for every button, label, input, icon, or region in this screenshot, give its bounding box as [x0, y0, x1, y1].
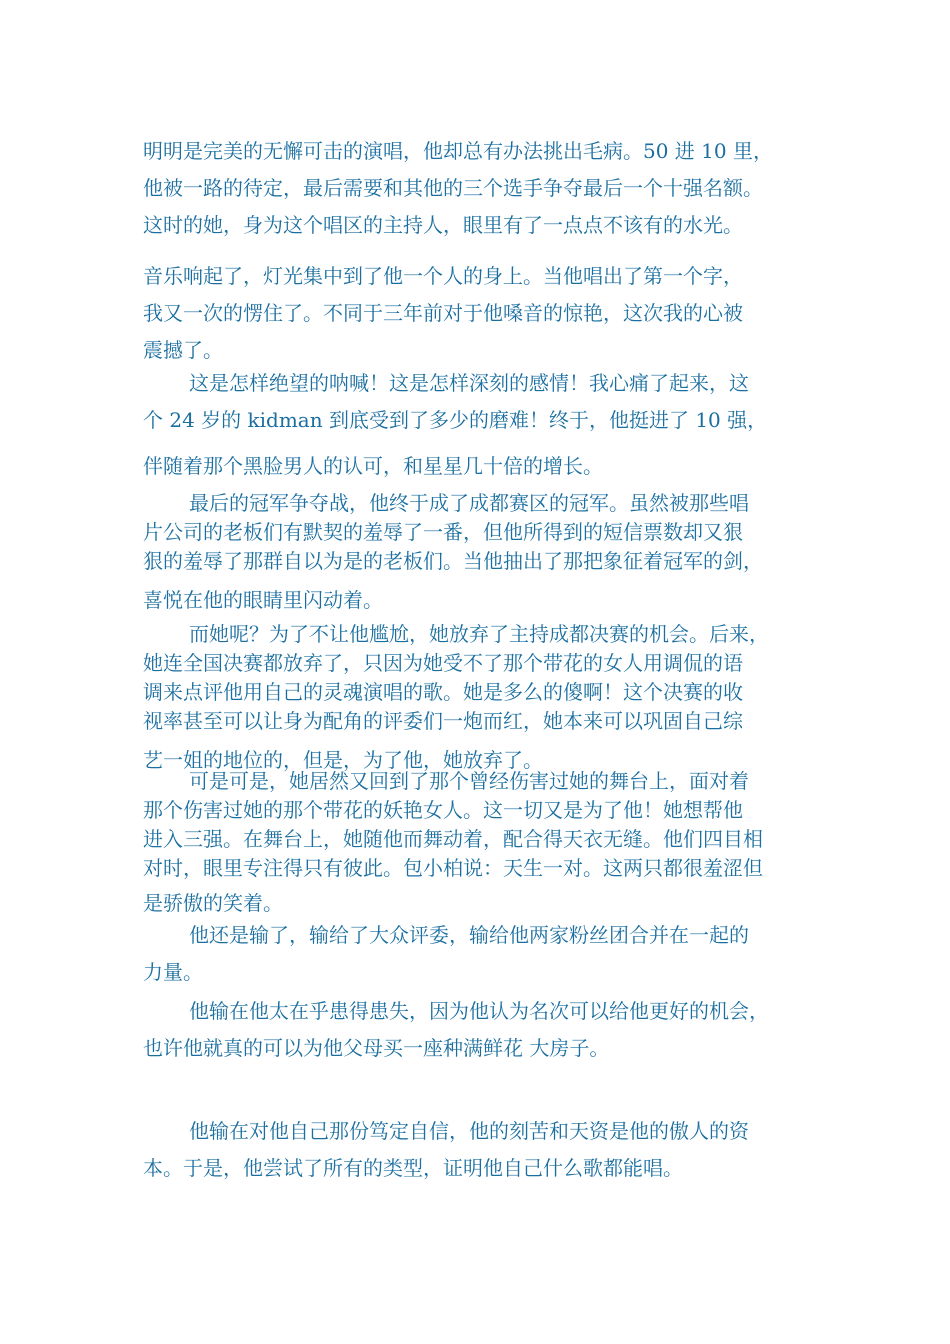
- text-line: 本。于是，他尝试了所有的类型，证明他自己什么歌都能唱。: [143, 1156, 683, 1180]
- text-line: 力量。: [143, 960, 203, 984]
- text-line: 我又一次的愣住了。不同于三年前对于他嗓音的惊艳，这次我的心被: [143, 301, 743, 325]
- paragraph-1: [143, 133, 823, 244]
- paragraph-7: [143, 917, 823, 991]
- text-line: 对时，眼里专注得只有彼此。包小柏说：天生一对。这两只都很羞涩但: [143, 856, 763, 880]
- text-line: 喜悦在他的眼睛里闪动着。: [143, 588, 383, 612]
- paragraph-4: [143, 489, 823, 619]
- text-line: 伴随着那个黑脸男人的认可，和星星几十倍的增长。: [143, 454, 603, 478]
- text-line: 他还是输了，输给了大众评委，输给他两家粉丝团合并在一起的: [189, 923, 749, 947]
- text-line: 进入三强。在舞台上，她随他而舞动着，配合得天衣无缝。他们四目相: [143, 827, 763, 851]
- text-line: 她连全国决赛都放弃了，只因为她受不了那个带花的女人用调侃的语: [143, 651, 743, 675]
- text-line: 他输在对他自己那份笃定自信，他的刻苦和天资是他的傲人的资: [189, 1119, 749, 1143]
- text-line: 艺一姐的地位的，但是，为了他，她放弃了。: [143, 748, 543, 772]
- text-line: 那个伤害过她的那个带花的妖艳女人。这一切又是为了他！她想帮他: [143, 798, 743, 822]
- text-line: 他输在他太在乎患得患失，因为他认为名次可以给他更好的机会，: [189, 999, 769, 1023]
- text-line: 狠的羞辱了那群自以为是的老板们。当他抽出了那把象征着冠军的剑，: [143, 549, 763, 573]
- text-line: 是骄傲的笑着。: [143, 891, 283, 915]
- text-line: 片公司的老板们有默契的羞辱了一番，但他所得到的短信票数却又狠: [143, 520, 743, 544]
- text-line: 也许他就真的可以为他父母买一座种满鲜花 大房子。: [143, 1036, 610, 1060]
- text-line: 他被一路的待定，最后需要和其他的三个选手争夺最后一个十强名额。: [143, 176, 763, 200]
- text-line: 震撼了。: [143, 338, 223, 362]
- paragraph-3: [143, 365, 823, 485]
- text-line: 调来点评他用自己的灵魂演唱的歌。她是多么的傻啊！这个决赛的收: [143, 680, 743, 704]
- text-line: 可是可是，她居然又回到了那个曾经伤害过她的舞台上，面对着: [189, 769, 749, 793]
- paragraph-8: [143, 993, 823, 1067]
- paragraph-9: [143, 1113, 823, 1187]
- text-line: 而她呢？为了不让他尴尬，她放弃了主持成都决赛的机会。后来，: [189, 622, 769, 646]
- text-line: 这时的她，身为这个唱区的主持人，眼里有了一点点不该有的水光。: [143, 213, 743, 237]
- text-line: 个 24 岁的 kidman 到底受到了多少的磨难！终于，他挺进了 10 强，: [143, 408, 768, 432]
- paragraph-5: [143, 620, 823, 779]
- text-line: 音乐响起了，灯光集中到了他一个人的身上。当他唱出了第一个字，: [143, 264, 743, 288]
- text-line: 明明是完美的无懈可击的演唱，他却总有办法挑出毛病。50 进 10 里，: [143, 139, 773, 163]
- text-line: 这是怎样绝望的呐喊！这是怎样深刻的感情！我心痛了起来，这: [189, 371, 749, 395]
- text-line: 视率甚至可以让身为配角的评委们一炮而红，她本来可以巩固自己综: [143, 709, 743, 733]
- paragraph-2: [143, 258, 823, 369]
- paragraph-6: [143, 767, 823, 922]
- text-line: 最后的冠军争夺战，他终于成了成都赛区的冠军。虽然被那些唱: [189, 491, 749, 515]
